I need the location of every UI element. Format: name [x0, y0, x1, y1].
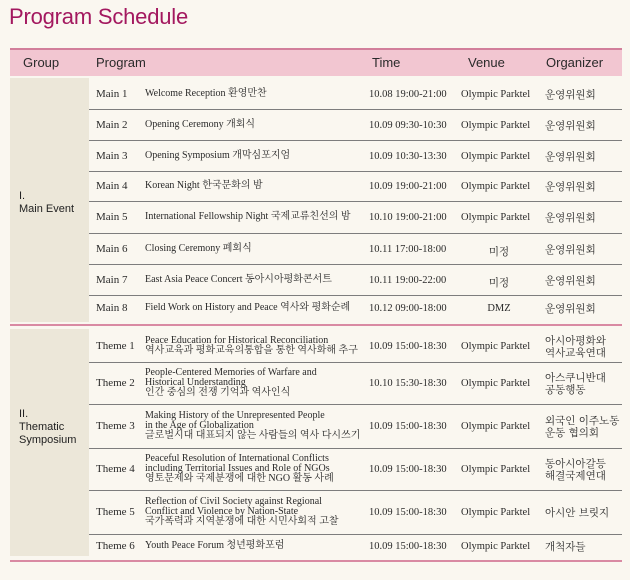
- organizer-line: 해결국제연대: [545, 470, 606, 482]
- row-organizer: [545, 212, 596, 224]
- program-line: Youth Peace Forum 청년평화포럼: [145, 540, 285, 551]
- program-line: People-Centered Memories of Warfare and: [145, 367, 317, 378]
- header-time: Time: [372, 55, 401, 70]
- organizer-line: 아스쿠니반대: [545, 372, 606, 384]
- row-number: Main 5: [96, 211, 128, 223]
- row-time: 10.12 09:00-18:00: [369, 303, 447, 314]
- header-group: Group: [23, 55, 60, 70]
- row-program: [145, 411, 375, 441]
- group-label-cont: Symposium: [19, 434, 77, 446]
- page-title: Program Schedule: [9, 4, 189, 29]
- organizer-line: 운영위원회: [545, 89, 596, 101]
- program-line: Peaceful Resolution of International Conflicts: [145, 453, 329, 464]
- row-number: Theme 2: [96, 377, 135, 389]
- table-row: [89, 405, 622, 449]
- row-time: 10.09 10:30-13:30: [369, 151, 447, 162]
- row-venue: Olympic Parktel: [461, 464, 531, 475]
- row-program: [145, 303, 375, 313]
- row-program: [145, 244, 375, 254]
- program-line: Conflict and Violence by Nation-State: [145, 506, 299, 517]
- organizer-line: 아시안 브릿지: [545, 507, 610, 519]
- row-venue: Olympic Parktel: [461, 212, 531, 223]
- table-row: [89, 110, 622, 141]
- row-number: Theme 3: [96, 420, 135, 432]
- program-line: International Fellowship Night 국제교류친선의 밤: [145, 211, 351, 222]
- table-row: [89, 234, 622, 265]
- row-venue: Olympic Parktel: [461, 120, 531, 131]
- program-line: 인간 중심의 전쟁 기억과 역사인식: [145, 387, 291, 398]
- table-row: [89, 449, 622, 491]
- group-number: I.: [19, 190, 26, 202]
- row-organizer: [545, 335, 606, 359]
- organizer-line: 운영위원회: [545, 244, 596, 256]
- row-number: Theme 5: [96, 506, 135, 518]
- row-venue: Olympic Parktel: [461, 378, 531, 389]
- row-number: Main 4: [96, 180, 128, 192]
- row-number: Theme 4: [96, 463, 135, 475]
- program-line: East Asia Peace Concert 동아시아평화콘서트: [145, 274, 332, 285]
- row-program: [145, 454, 375, 484]
- row-time: 10.10 19:00-21:00: [369, 212, 447, 223]
- row-organizer: [545, 120, 596, 132]
- organizer-line: 운영위원회: [545, 181, 596, 193]
- organizer-line: 역사교육연대: [545, 347, 606, 359]
- row-program: [145, 275, 375, 285]
- row-time: 10.09 15:00-18:30: [369, 464, 447, 475]
- row-time: 10.09 19:00-21:00: [369, 181, 447, 192]
- row-number: Main 3: [96, 150, 128, 162]
- row-venue: Olympic Parktel: [461, 181, 531, 192]
- row-number: Main 1: [96, 88, 128, 100]
- row-program: [145, 497, 375, 527]
- row-venue: Olympic Parktel: [461, 341, 531, 352]
- organizer-line: 동아시아갈등: [545, 458, 606, 470]
- program-line: Korean Night 한국문화의 밤: [145, 180, 263, 191]
- row-number: Main 8: [96, 302, 128, 314]
- row-time: 10.11 19:00-22:00: [369, 275, 447, 286]
- row-time: 10.11 17:00-18:00: [369, 244, 447, 255]
- table-row: [89, 265, 622, 296]
- row-venue: 미정: [488, 278, 510, 289]
- organizer-line: 운영위원회: [545, 303, 596, 315]
- row-time: 10.08 19:00-21:00: [369, 89, 447, 100]
- group-number: II.: [19, 408, 29, 420]
- program-line: Welcome Reception 환영만찬: [145, 88, 267, 99]
- row-organizer: [545, 303, 596, 315]
- program-line: including Territorial Issues and Role of NGOs: [145, 463, 330, 474]
- header-program: Program: [96, 55, 146, 70]
- header-organizer: Organizer: [546, 55, 604, 70]
- row-number: Main 2: [96, 119, 128, 131]
- program-line: 글로벌시대 대표되지 않는 사람들의 역사 다시쓰기: [145, 430, 361, 441]
- row-venue: Olympic Parktel: [461, 151, 531, 162]
- table-row: [89, 296, 622, 321]
- program-line: 국가폭력과 지역분쟁에 대한 시민사회적 고찰: [145, 516, 339, 527]
- row-venue: Olympic Parktel: [461, 541, 531, 552]
- row-organizer: [545, 415, 619, 439]
- program-line: Closing Ceremony 폐회식: [145, 243, 252, 254]
- row-time: 10.09 09:30-10:30: [369, 120, 447, 131]
- organizer-line: 외국인 이주노동: [545, 415, 620, 427]
- row-venue: Olympic Parktel: [461, 89, 531, 100]
- organizer-line: 공동행동: [545, 384, 586, 396]
- row-organizer: [545, 458, 606, 482]
- table-row: [89, 202, 622, 234]
- organizer-line: 개척자들: [545, 541, 586, 553]
- organizer-line: 운영위원회: [545, 120, 596, 132]
- program-line: Making History of the Unrepresented People: [145, 410, 325, 421]
- row-program: [145, 151, 375, 161]
- row-organizer: [545, 507, 609, 519]
- table-row: [89, 363, 622, 405]
- table-row: [89, 491, 622, 535]
- row-number: Main 6: [96, 243, 128, 255]
- row-organizer: [545, 89, 596, 101]
- program-line: Opening Ceremony 개회식: [145, 119, 256, 130]
- table-row: [89, 535, 622, 558]
- row-organizer: [545, 275, 596, 287]
- organizer-line: 아시아평화와: [545, 335, 606, 347]
- organizer-line: 운영위원회: [545, 275, 596, 287]
- program-line: 역사교육과 평화교육의통합을 통한 역사화해 추구: [145, 345, 358, 356]
- row-program: [145, 120, 375, 130]
- row-program: [145, 89, 375, 99]
- program-line: Peace Education for Historical Reconciliation: [145, 335, 329, 346]
- row-venue: Olympic Parktel: [461, 507, 531, 518]
- row-program: [145, 212, 375, 222]
- row-program: [145, 368, 375, 398]
- program-line: Historical Understanding: [145, 377, 246, 388]
- row-number: Theme 1: [96, 340, 135, 352]
- row-time: 10.09 15:00-18:30: [369, 507, 447, 518]
- header-venue: Venue: [468, 55, 505, 70]
- row-time: 10.09 15:00-18:30: [369, 341, 447, 352]
- program-line: 영토문제와 국제분쟁에 대한 NGO 활동 사례: [145, 473, 334, 484]
- group-label: Thematic: [19, 421, 65, 433]
- row-program: [145, 541, 375, 551]
- row-number: Main 7: [96, 274, 128, 286]
- group-thematic-symposium: [10, 329, 89, 556]
- program-line: in the Age of Globalization: [145, 420, 254, 431]
- row-venue: Olympic Parktel: [461, 421, 531, 432]
- table-row: [89, 141, 622, 172]
- row-program: [145, 336, 375, 356]
- row-venue: DMZ: [487, 303, 511, 314]
- row-time: 10.10 15:30-18:30: [369, 378, 447, 389]
- organizer-line: 운영위원회: [545, 151, 596, 163]
- table-row: [89, 80, 622, 110]
- row-organizer: [545, 541, 586, 553]
- section-divider: [10, 324, 622, 326]
- program-line: Reflection of Civil Society against Regional: [145, 496, 322, 507]
- row-organizer: [545, 181, 596, 193]
- row-number: Theme 6: [96, 540, 135, 552]
- row-organizer: [545, 244, 596, 256]
- table-row: [89, 330, 622, 363]
- row-time: 10.09 15:00-18:30: [369, 541, 447, 552]
- table-row: [89, 172, 622, 202]
- row-organizer: [545, 372, 606, 396]
- row-program: [145, 181, 375, 191]
- table-bottom-rule: [10, 560, 622, 562]
- group-label: Main Event: [19, 203, 75, 215]
- organizer-line: 운영위원회: [545, 212, 596, 224]
- table-header: [10, 48, 622, 76]
- organizer-line: 운동 협의회: [545, 427, 600, 439]
- row-venue: 미정: [488, 247, 510, 258]
- group-main-event: [10, 78, 89, 322]
- row-time: 10.09 15:00-18:30: [369, 421, 447, 432]
- row-organizer: [545, 151, 596, 163]
- program-line: Opening Symposium 개막심포지엄: [145, 150, 291, 161]
- program-line: Field Work on History and Peace 역사와 평화순례: [145, 302, 351, 313]
